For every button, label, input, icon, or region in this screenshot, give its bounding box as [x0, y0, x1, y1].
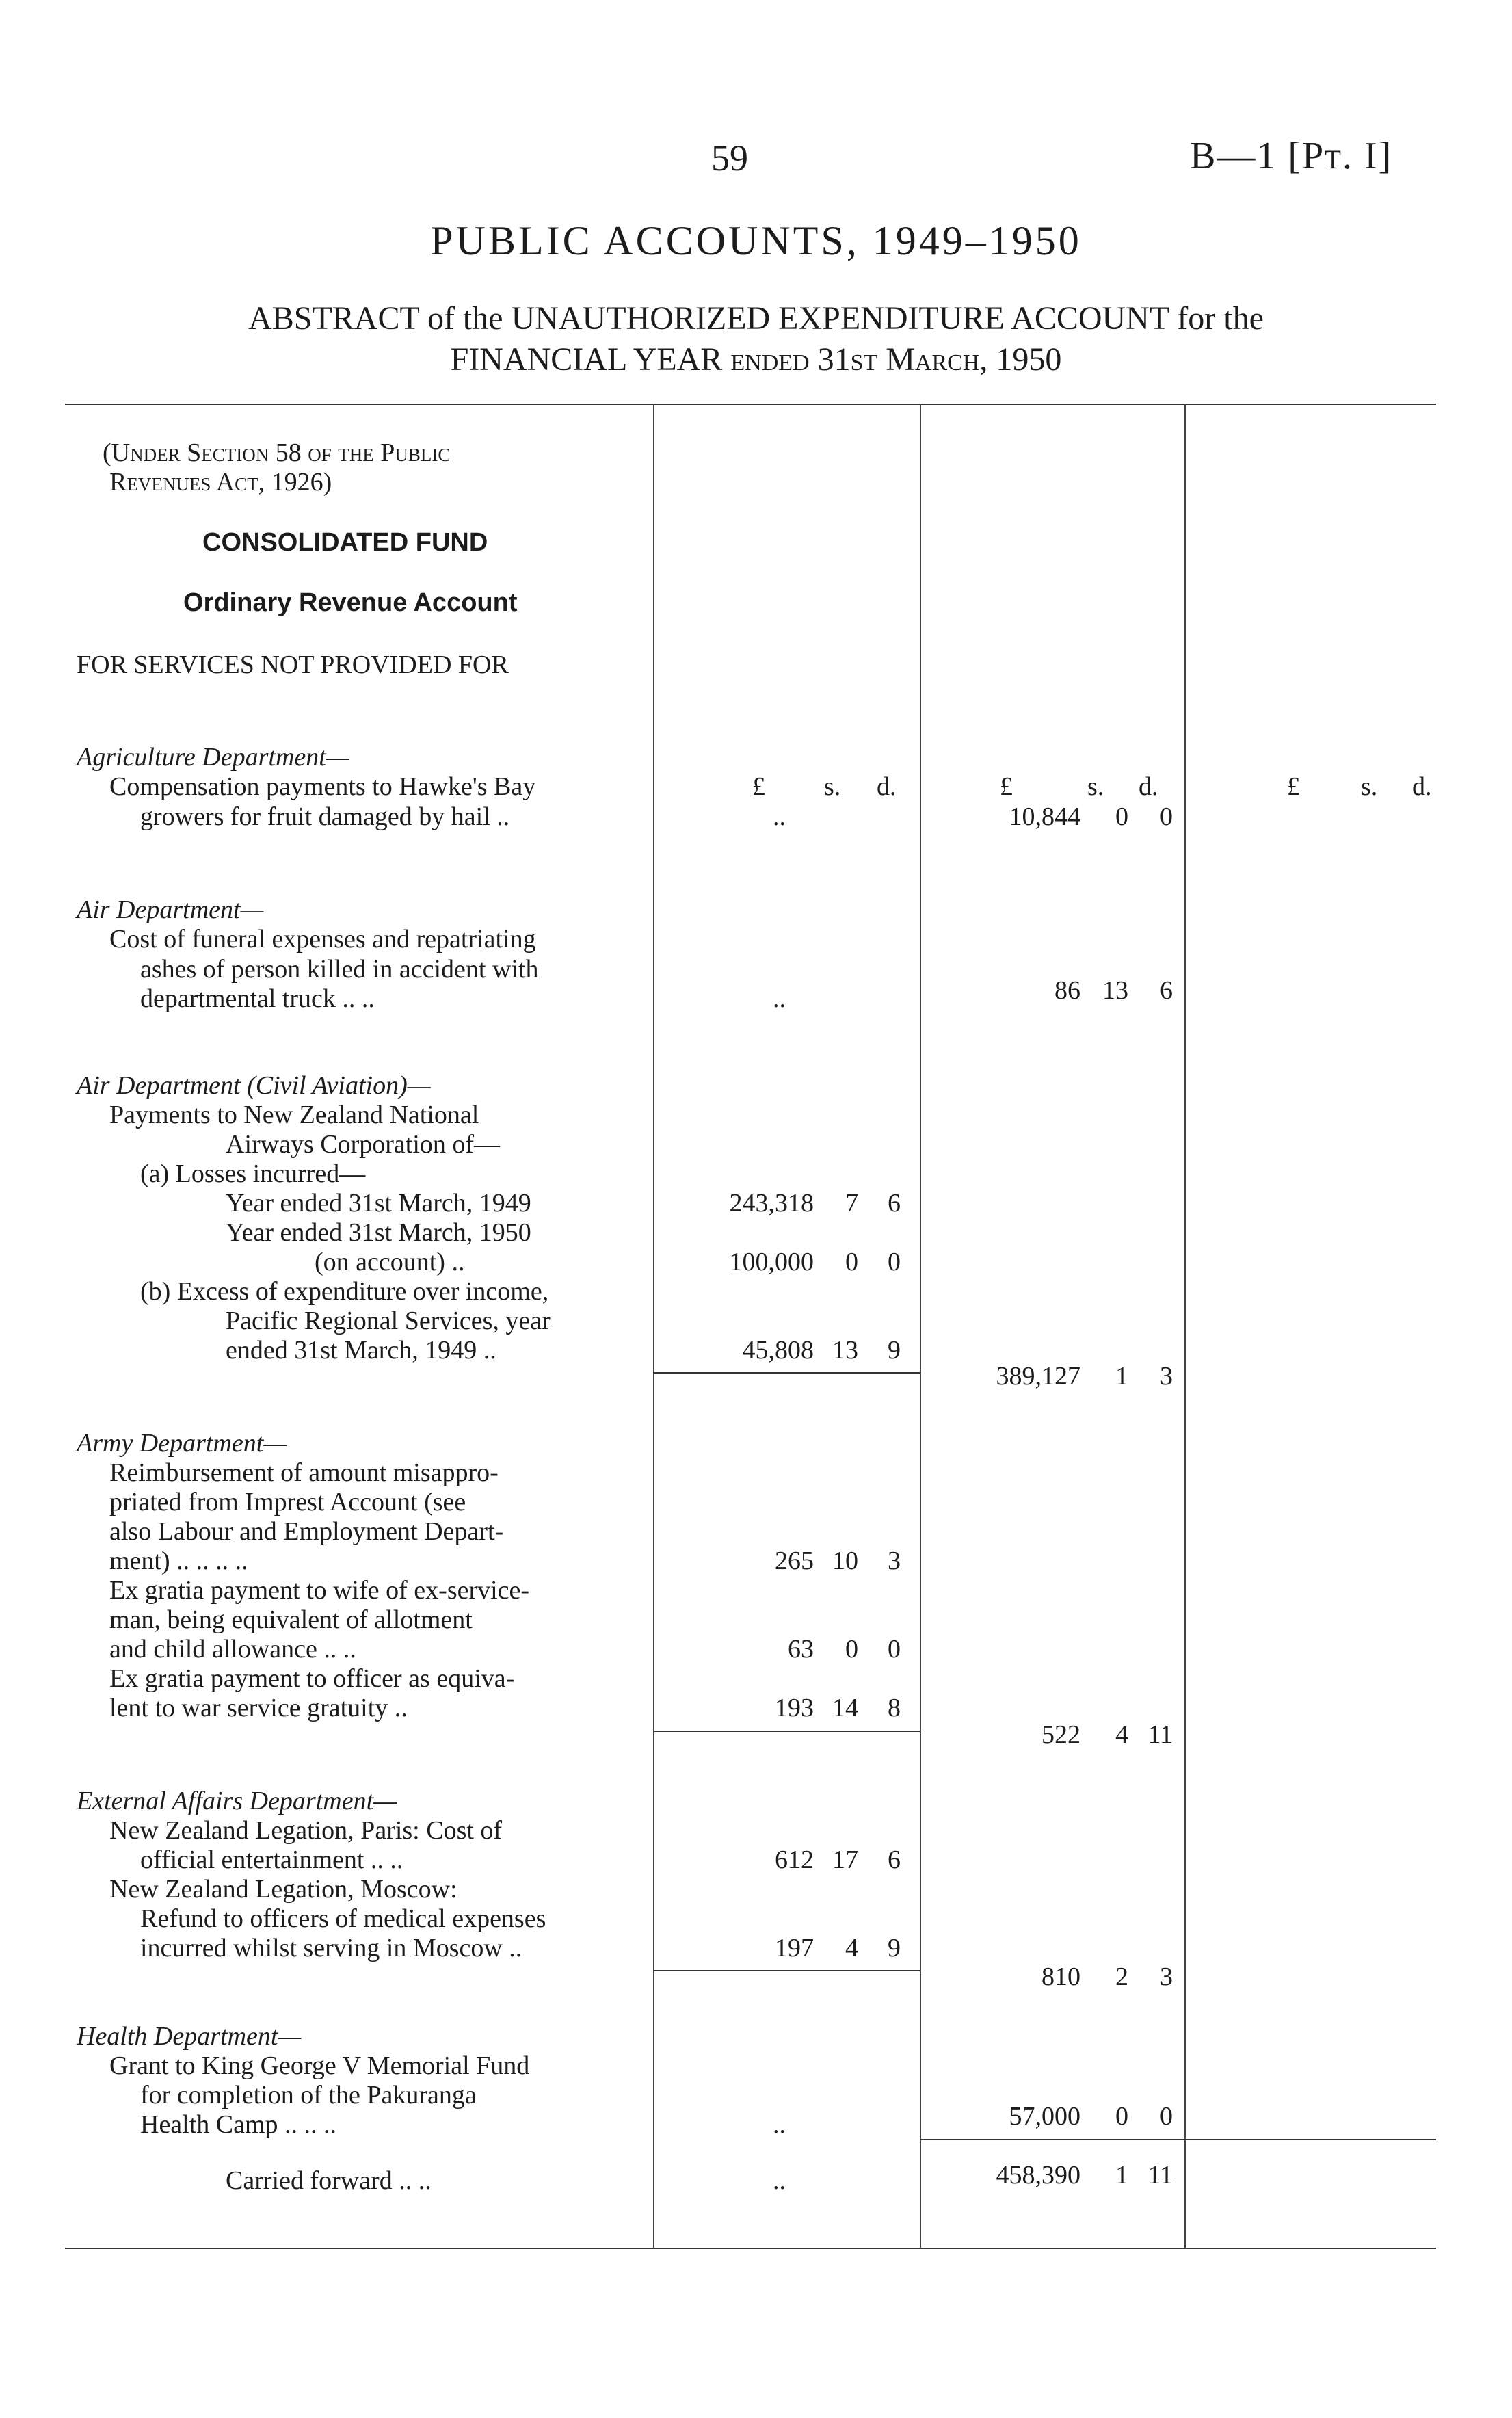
total-pence: 0	[1160, 802, 1173, 831]
item-shillings: 0	[845, 1248, 858, 1276]
fund-heading: CONSOLIDATED FUND	[202, 528, 488, 557]
total-shillings: 4	[1115, 1720, 1128, 1749]
page-number: 59	[711, 137, 748, 179]
description-line: Reimbursement of amount misappro-	[109, 1458, 499, 1487]
item-pounds: 45,808	[742, 1336, 814, 1365]
preamble-under-line-2: Revenues Act, 1926)	[109, 468, 332, 497]
description-line: official entertainment .. ..	[140, 1845, 403, 1874]
total-pence: 11	[1148, 1720, 1173, 1749]
item-pence: 9	[888, 1336, 901, 1365]
total-shillings: 0	[1115, 2102, 1128, 2131]
description-line: Year ended 31st March, 1949	[226, 1189, 531, 1218]
description-line: ended 31st March, 1949 ..	[226, 1336, 496, 1365]
description-line: departmental truck .. ..	[140, 984, 375, 1013]
col2-pound-header: £	[1000, 772, 1013, 801]
empty-leader: ..	[773, 802, 786, 831]
description-line: Payments to New Zealand National	[109, 1101, 479, 1129]
total-pounds: 522	[1042, 1720, 1080, 1749]
total-pence: 6	[1160, 976, 1173, 1005]
page-reference: B—1 [Pt. I]	[1190, 135, 1393, 177]
item-shillings: 7	[845, 1189, 858, 1218]
description-line: New Zealand Legation, Paris: Cost of	[109, 1816, 503, 1845]
carried-forward-label: Carried forward .. ..	[226, 2166, 432, 2195]
dept-external-affairs: External Affairs Department—	[77, 1787, 397, 1815]
description-line: (on account) ..	[315, 1248, 465, 1276]
description-line: priated from Imprest Account (see	[109, 1488, 466, 1516]
item-pence: 3	[888, 1547, 901, 1575]
col2-shilling-header: s.	[1087, 772, 1104, 801]
col3-pence-header: d.	[1412, 772, 1432, 801]
services-heading: FOR SERVICES NOT PROVIDED FOR	[77, 651, 509, 679]
col3-pound-header: £	[1287, 772, 1300, 801]
empty-leader: ..	[773, 984, 786, 1013]
item-pence: 0	[888, 1635, 901, 1664]
description-line: Health Camp .. .. ..	[140, 2110, 337, 2139]
description-line: Pacific Regional Services, year	[226, 1306, 551, 1335]
table-top-rule	[65, 404, 1436, 405]
item-pounds: 197	[775, 1934, 814, 1962]
item-shillings: 17	[832, 1845, 858, 1874]
description-line: Airways Corporation of—	[226, 1130, 501, 1159]
subtotal-rule	[653, 1731, 920, 1732]
column-divider-3	[1184, 404, 1186, 2248]
description-line: Cost of funeral expenses and repatriating	[109, 925, 536, 954]
item-pence: 0	[888, 1248, 901, 1276]
description-line: ment) .. .. .. ..	[109, 1547, 248, 1575]
description-line: Compensation payments to Hawke's Bay	[109, 772, 536, 801]
col2-pence-header: d.	[1139, 772, 1158, 801]
description-line: Refund to officers of medical expenses	[140, 1904, 546, 1933]
description-line: growers for fruit damaged by hail ..	[140, 802, 510, 831]
description-line: New Zealand Legation, Moscow:	[109, 1875, 457, 1904]
item-pounds: 100,000	[729, 1248, 814, 1276]
item-pence: 9	[888, 1934, 901, 1962]
item-pounds: 612	[775, 1845, 814, 1874]
item-pounds: 63	[788, 1635, 814, 1664]
item-pounds: 265	[775, 1547, 814, 1575]
item-pence: 8	[888, 1694, 901, 1722]
empty-leader: ..	[773, 2166, 786, 2195]
description-line: incurred whilst serving in Moscow ..	[140, 1934, 522, 1962]
total-pounds: 57,000	[1009, 2102, 1080, 2131]
preamble-under-line-1: (Under Section 58 of the Public	[103, 438, 451, 467]
empty-leader: ..	[773, 2110, 786, 2139]
item-shillings: 4	[845, 1934, 858, 1962]
carried-forward-top-rule	[920, 2139, 1436, 2140]
total-shillings: 2	[1115, 1962, 1128, 1991]
account-heading: Ordinary Revenue Account	[183, 588, 518, 617]
page-title: PUBLIC ACCOUNTS, 1949–1950	[430, 218, 1082, 263]
description-line: also Labour and Employment Depart-	[109, 1517, 504, 1546]
total-shillings: 1	[1115, 1362, 1128, 1391]
dept-air: Air Department—	[77, 895, 264, 924]
subtitle-line-1: ABSTRACT of the UNAUTHORIZED EXPENDITURE ACCOUNT for the	[248, 300, 1264, 337]
description-line: man, being equivalent of allotment	[109, 1605, 473, 1634]
carried-forward-pounds: 458,390	[996, 2161, 1080, 2190]
subtotal-rule	[653, 1372, 920, 1374]
total-pounds: 810	[1042, 1962, 1080, 1991]
item-shillings: 14	[832, 1694, 858, 1722]
total-shillings: 0	[1115, 802, 1128, 831]
description-line: Ex gratia payment to officer as equiva-	[109, 1664, 515, 1693]
col1-pence-header: d.	[877, 772, 897, 801]
total-pence: 3	[1160, 1962, 1173, 1991]
dept-health: Health Department—	[77, 2022, 302, 2051]
item-shillings: 0	[845, 1635, 858, 1664]
total-pence: 0	[1160, 2102, 1173, 2131]
carried-forward-shillings: 1	[1115, 2161, 1128, 2190]
column-divider-2	[920, 404, 921, 2248]
item-shillings: 10	[832, 1547, 858, 1575]
col1-pound-header: £	[752, 772, 765, 801]
table-bottom-rule	[65, 2248, 1436, 2249]
description-line: (a) Losses incurred—	[140, 1159, 366, 1188]
item-pence: 6	[888, 1189, 901, 1218]
col1-shilling-header: s.	[824, 772, 841, 801]
carried-forward-pence: 11	[1148, 2161, 1173, 2190]
description-line: Year ended 31st March, 1950	[226, 1218, 531, 1247]
total-shillings: 13	[1102, 976, 1128, 1005]
total-pounds: 10,844	[1009, 802, 1080, 831]
dept-agriculture: Agriculture Department—	[77, 743, 349, 772]
description-line: ashes of person killed in accident with	[140, 955, 539, 984]
item-pounds: 193	[775, 1694, 814, 1722]
description-line: Ex gratia payment to wife of ex-service-	[109, 1576, 530, 1605]
dept-air-civil-aviation: Air Department (Civil Aviation)—	[77, 1071, 431, 1100]
total-pounds: 389,127	[996, 1362, 1080, 1391]
description-line: lent to war service gratuity ..	[109, 1694, 408, 1722]
item-pence: 6	[888, 1845, 901, 1874]
description-line: (b) Excess of expenditure over income,	[140, 1277, 549, 1306]
subtitle-line-2: FINANCIAL YEAR ended 31st March, 1950	[450, 341, 1062, 378]
item-shillings: 13	[832, 1336, 858, 1365]
total-pounds: 86	[1055, 976, 1080, 1005]
subtotal-rule	[653, 1970, 920, 1971]
total-pence: 3	[1160, 1362, 1173, 1391]
description-line: for completion of the Pakuranga	[140, 2081, 477, 2110]
dept-army: Army Department—	[77, 1429, 287, 1458]
col3-shilling-header: s.	[1361, 772, 1378, 801]
description-line: and child allowance .. ..	[109, 1635, 356, 1664]
description-line: Grant to King George V Memorial Fund	[109, 2051, 530, 2080]
item-pounds: 243,318	[729, 1189, 814, 1218]
